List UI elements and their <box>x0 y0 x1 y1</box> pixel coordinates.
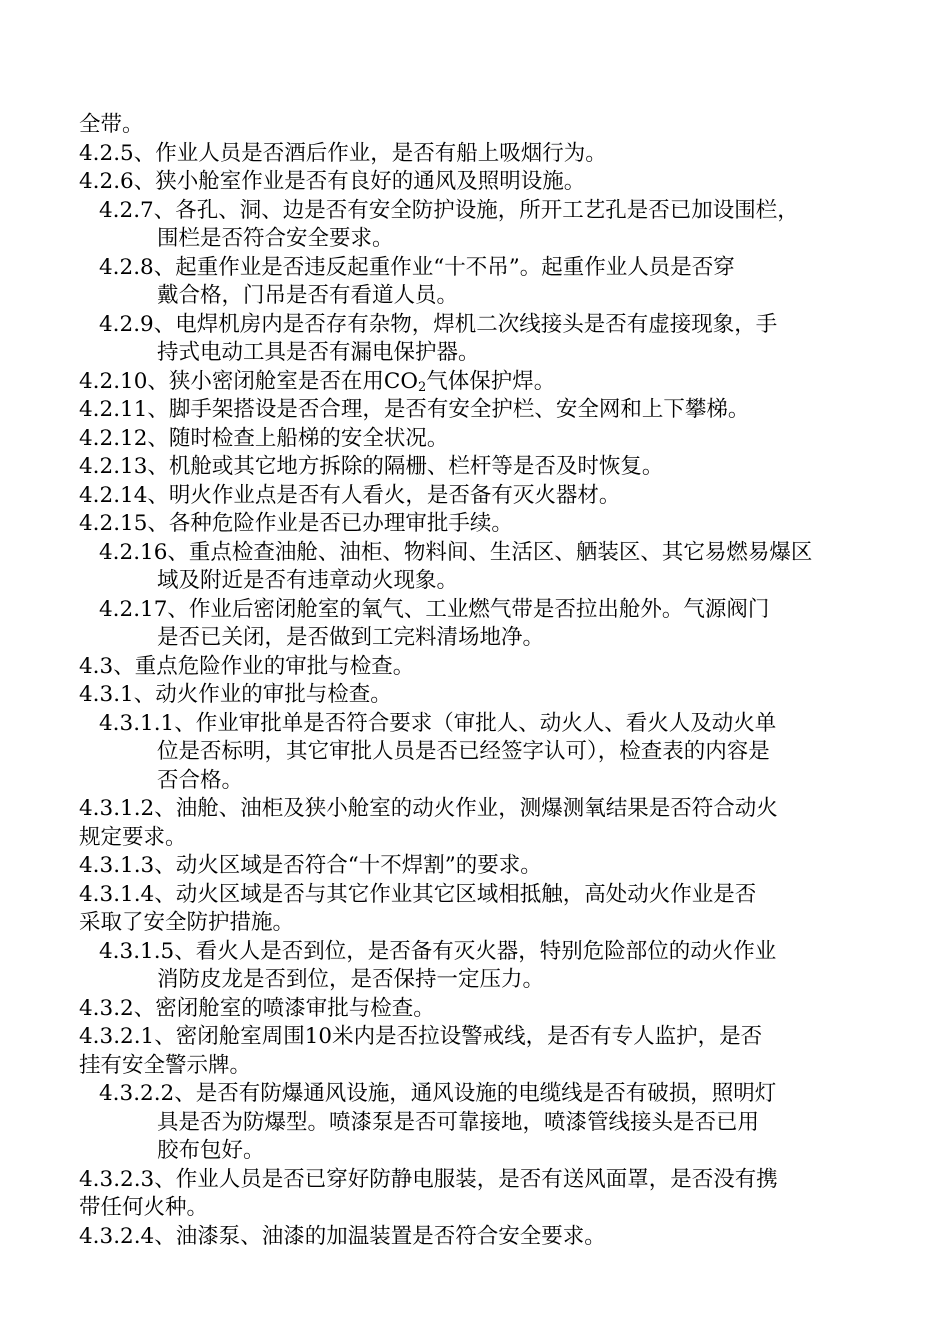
document-body <box>79 111 873 1251</box>
paragraph-line: 4.2.17、作业后密闭舱室的氧气、工业燃气带是否拉出舱外。气源阀门 <box>99 596 770 622</box>
paragraph-line: 4.2.13、机舱或其它地方拆除的隔栅、栏杆等是否及时恢复。 <box>79 454 664 479</box>
paragraph-line: 域及附近是否有违章动火现象。 <box>157 568 459 593</box>
paragraph-item <box>79 539 873 596</box>
paragraph-item <box>79 596 873 653</box>
paragraph-line: 全带。 <box>79 112 144 137</box>
paragraph-item <box>79 681 873 710</box>
subscript-text: 2 <box>417 379 427 395</box>
paragraph-line: 4.3.1.4、动火区域是否与其它作业其它区域相抵触，高处动火作业是否 <box>79 881 757 907</box>
paragraph-item <box>79 710 873 796</box>
paragraph-item <box>79 510 873 539</box>
paragraph-line: 4.2.5、作业人员是否酒后作业，是否有船上吸烟行为。 <box>79 140 607 166</box>
paragraph-item <box>79 254 873 311</box>
paragraph-line: 4.3.1.1、作业审批单是否符合要求（审批人、动火人、看火人及动火单 <box>99 710 777 736</box>
paragraph-line: 4.3.2.4、油漆泵、油漆的加温装置是否符合安全要求。 <box>79 1223 606 1249</box>
paragraph-item <box>79 995 873 1024</box>
paragraph-line: 4.3.2.2、是否有防爆通风设施，通风设施的电缆线是否有破损，照明灯 <box>99 1081 777 1106</box>
paragraph-line: 4.3.2、密闭舱室的喷漆审批与检查。 <box>79 995 435 1021</box>
paragraph-line: 挂有安全警示牌。 <box>79 1052 252 1078</box>
paragraph-line: 围栏是否符合安全要求。 <box>157 226 394 251</box>
paragraph-line: 4.2.7、各孔、洞、边是否有安全防护设施，所开工艺孔是否已加设围栏， <box>99 197 799 223</box>
paragraph-item <box>79 795 873 852</box>
paragraph-item <box>79 1023 873 1080</box>
paragraph-item <box>79 1166 873 1223</box>
paragraph-item <box>79 111 873 140</box>
paragraph-item <box>79 311 873 368</box>
paragraph-line: 持式电动工具是否有漏电保护器。 <box>157 340 480 365</box>
paragraph-line: 4.3.1、动火作业的审批与检查。 <box>79 682 392 707</box>
paragraph-item <box>79 168 873 197</box>
paragraph-item <box>79 1223 873 1252</box>
paragraph-item <box>79 396 873 425</box>
paragraph-line: 是否已关闭，是否做到工完料清场地净。 <box>157 625 545 650</box>
paragraph-line: 戴合格，门吊是否有看道人员。 <box>157 283 459 308</box>
paragraph-item <box>79 1080 873 1166</box>
paragraph-line: 4.2.15、各种危险作业是否已办理审批手续。 <box>79 511 513 536</box>
paragraph-line: 4.2.11、脚手架搭设是否合理，是否有安全护栏、安全网和上下攀梯。 <box>79 397 750 422</box>
paragraph-line: 位是否标明，其它审批人员是否已经签字认可），检查表的内容是 <box>157 739 770 764</box>
paragraph-item <box>79 852 873 881</box>
paragraph-line: 4.2.8、起重作业是否违反起重作业“十不吊”。起重作业人员是否穿 <box>99 254 735 280</box>
paragraph-line: 规定要求。 <box>79 824 187 850</box>
paragraph-line: 4.2.12、随时检查上船梯的安全状况。 <box>79 425 449 451</box>
paragraph-line: 4.2.9、电焊机房内是否存有杂物，焊机二次线接头是否有虚接现象，手 <box>99 311 778 337</box>
paragraph-item <box>79 881 873 938</box>
paragraph-item <box>79 425 873 454</box>
paragraph-item <box>79 938 873 995</box>
paragraph-item <box>79 653 873 682</box>
paragraph-line: 4.3、重点危险作业的审批与检查。 <box>79 653 415 679</box>
paragraph-item <box>79 453 873 482</box>
paragraph-item <box>79 140 873 169</box>
paragraph-line: 胶布包好。 <box>157 1138 265 1163</box>
paragraph-item <box>79 368 873 397</box>
paragraph-line: 4.3.1.2、油舱、油柜及狭小舱室的动火作业，测爆测氧结果是否符合动火 <box>79 796 778 821</box>
line-text: 气体保护焊。 <box>426 368 556 394</box>
paragraph-item <box>79 482 873 511</box>
paragraph-line: 4.3.1.3、动火区域是否符合“十不焊割”的要求。 <box>79 853 542 878</box>
paragraph-line: 4.2.6、狭小舱室作业是否有良好的通风及照明设施。 <box>79 169 586 194</box>
paragraph-line: 4.3.1.5、看火人是否到位，是否备有灭火器，特别危险部位的动火作业 <box>99 938 777 964</box>
paragraph-line: 具是否为防爆型。喷漆泵是否可靠接地，喷漆管线接头是否已用 <box>157 1109 760 1135</box>
paragraph-line <box>79 368 873 397</box>
paragraph-item <box>79 197 873 254</box>
paragraph-line: 消防皮龙是否到位，是否保持一定压力。 <box>157 967 545 992</box>
paragraph-line: 4.2.16、重点检查油舱、油柜、物料间、生活区、舾装区、其它易燃易爆区 <box>99 539 813 565</box>
line-text: 4.2.10、狭小密闭舱室是否在用CO <box>79 368 418 394</box>
paragraph-line: 4.3.2.3、作业人员是否已穿好防静电服装，是否有送风面罩，是否没有携 <box>79 1166 778 1192</box>
paragraph-line: 4.2.14、明火作业点是否有人看火，是否备有灭火器材。 <box>79 482 621 508</box>
paragraph-line: 带任何火种。 <box>79 1195 209 1220</box>
paragraph-line: 4.3.2.1、密闭舱室周围10米内是否拉设警戒线，是否有专人监护，是否 <box>79 1024 763 1049</box>
paragraph-line: 采取了安全防护措施。 <box>79 910 295 935</box>
paragraph-line: 否合格。 <box>157 767 244 793</box>
